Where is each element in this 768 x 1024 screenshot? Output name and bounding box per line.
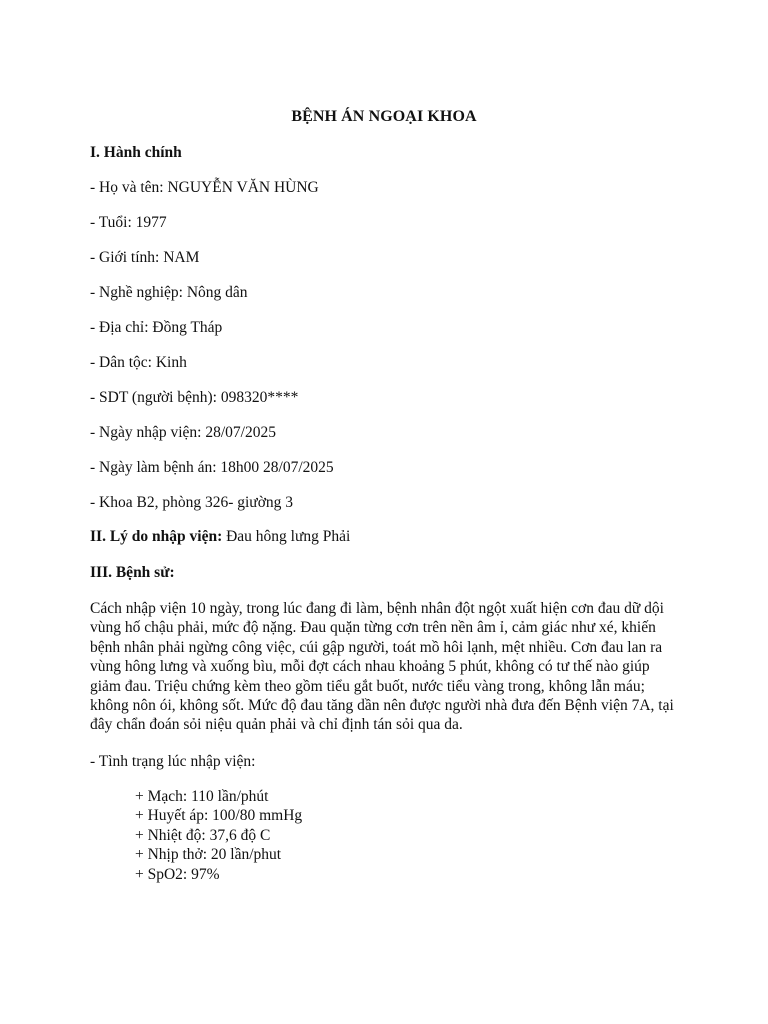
- field-occupation: - Nghề nghiệp: Nông dân: [90, 284, 248, 301]
- admission-status-label: - Tình trạng lúc nhập viện:: [90, 753, 256, 770]
- field-name: - Họ và tên: NGUYỄN VĂN HÙNG: [90, 179, 319, 196]
- field-phone: - SDT (người bệnh): 098320****: [90, 389, 299, 406]
- field-record-date: - Ngày làm bệnh án: 18h00 28/07/2025: [90, 459, 334, 476]
- section-reason-text: Đau hông lưng Phải: [222, 528, 351, 545]
- vital-pulse: + Mạch: 110 lần/phút: [135, 788, 269, 805]
- vital-respiration: + Nhịp thở: 20 lần/phut: [135, 846, 282, 864]
- section-reason-heading: II. Lý do nhập viện:: [90, 528, 223, 545]
- vitals-list: [135, 787, 302, 884]
- field-admission-date: - Ngày nhập viện: 28/07/2025: [90, 424, 276, 441]
- vital-temperature: + Nhiệt độ: 37,6 độ C: [135, 826, 271, 844]
- document-title: BỆNH ÁN NGOẠI KHOA: [291, 108, 477, 125]
- vital-blood-pressure: + Huyết áp: 100/80 mmHg: [135, 807, 303, 825]
- section-reason: [90, 527, 350, 547]
- history-paragraph: Cách nhập viện 10 ngày, trong lúc đang đi làm, bệnh nhân đột ngột xuất hiện cơn đau dữ dội vùng hố chậu phải, mức độ nặng. Đau quặn từng cơn trên nền âm ỉ, cảm giác như xé, khiến bệnh nhân phải ngừng công việc, cúi gập người, toát mồ hôi lạnh, mệt nhiều. Cơn đau lan ra vùng hông lưng và xuống bìu, mỗi đợt cách nhau khoảng 5 phút, không có tư thế nào giúp giảm đau. Triệu chứng kèm theo gồm tiểu gắt buốt, nước tiểu vàng trong, không lẫn máu; không nôn ói, không sốt. Mức độ đau tăng dần nên được người nhà đưa đến Bệnh viện 7A, tại đây chẩn đoán sỏi niệu quản phải và chỉ định tán sỏi qua da.: [90, 600, 674, 734]
- field-address: - Địa chỉ: Đồng Tháp: [90, 319, 223, 336]
- field-ethnicity: - Dân tộc: Kinh: [90, 354, 187, 371]
- section-history-heading: III. Bệnh sử:: [90, 564, 175, 581]
- field-age: - Tuổi: 1977: [90, 214, 167, 231]
- section-admin-heading: I. Hành chính: [90, 144, 182, 161]
- field-gender: - Giới tính: NAM: [90, 249, 200, 266]
- vital-spo2: + SpO2: 97%: [135, 865, 220, 883]
- field-ward: - Khoa B2, phòng 326- giường 3: [90, 494, 294, 511]
